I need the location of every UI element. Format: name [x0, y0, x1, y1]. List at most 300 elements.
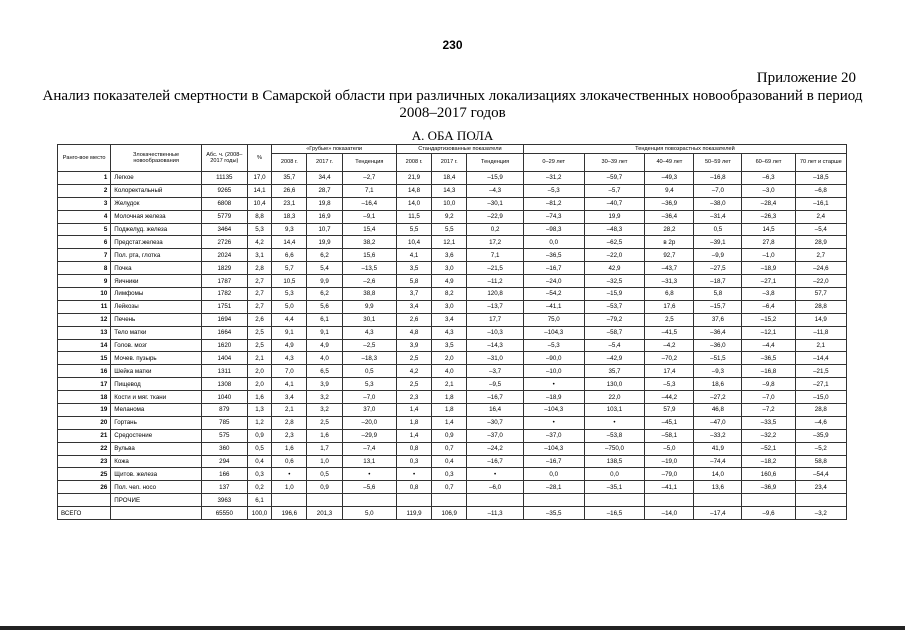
- rank-cell: 25: [58, 468, 111, 481]
- tumor-name: Лейкозы: [111, 300, 202, 313]
- std-trend: –22,9: [467, 210, 524, 223]
- crude-2008: 1,0: [272, 481, 307, 494]
- std-trend: –4,3: [467, 184, 524, 197]
- crude-2017: 1,6: [307, 429, 342, 442]
- table-row: [58, 326, 847, 339]
- age-0-29: –37,0: [523, 429, 584, 442]
- age-30-39: –5,4: [584, 339, 645, 352]
- rank-cell: 19: [58, 404, 111, 417]
- rank-cell: 9: [58, 275, 111, 288]
- percent: 14,1: [247, 184, 272, 197]
- std-2017: 0,7: [432, 481, 467, 494]
- std-2008: 1,4: [396, 429, 431, 442]
- age-70: –6,8: [795, 184, 846, 197]
- std-2008: 11,5: [396, 210, 431, 223]
- rank-cell: 20: [58, 416, 111, 429]
- age-70: 14,9: [795, 313, 846, 326]
- std-2017: 9,2: [432, 210, 467, 223]
- percent: 5,3: [247, 223, 272, 236]
- table-row: [58, 339, 847, 352]
- age-0-29: –81,2: [523, 197, 584, 210]
- crude-2017: 5,6: [307, 300, 342, 313]
- age-70: –27,1: [795, 378, 846, 391]
- tumor-name: Желудок: [111, 197, 202, 210]
- age-0-29: –74,3: [523, 210, 584, 223]
- std-2008: 2,5: [396, 378, 431, 391]
- tumor-name: Мочев. пузырь: [111, 352, 202, 365]
- std-2008: 21,9: [396, 172, 431, 185]
- std-2017: 2,0: [432, 352, 467, 365]
- age-30-39: 22,0: [584, 391, 645, 404]
- age-40-49: –5,3: [645, 378, 694, 391]
- age-70: –21,5: [795, 365, 846, 378]
- std-trend: –30,1: [467, 197, 524, 210]
- total-age-50-59: –17,4: [694, 507, 742, 520]
- crude-trend: 38,2: [342, 236, 396, 249]
- age-40-49: –5,0: [645, 442, 694, 455]
- age-30-39: 35,7: [584, 365, 645, 378]
- crude-2008: 26,6: [272, 184, 307, 197]
- total-std-2017: 106,9: [432, 507, 467, 520]
- std-trend: –16,7: [467, 391, 524, 404]
- abs-count: 1040: [201, 391, 247, 404]
- age-0-29: –28,1: [523, 481, 584, 494]
- total-empty-cell: [111, 507, 202, 520]
- table-row: [58, 442, 847, 455]
- age-60-69: –6,3: [742, 172, 795, 185]
- abs-count: 3464: [201, 223, 247, 236]
- age-70: 57,7: [795, 288, 846, 301]
- header-age-50-59: 50–59 лет: [694, 154, 742, 172]
- table-row: [58, 223, 847, 236]
- age-0-29: –16,7: [523, 262, 584, 275]
- header-age-40-49: 40–49 лет: [645, 154, 694, 172]
- rank-cell: 26: [58, 481, 111, 494]
- age-30-39: 138,5: [584, 455, 645, 468]
- abs-count: 1751: [201, 300, 247, 313]
- tumor-name: Пищевод: [111, 378, 202, 391]
- std-trend: –9,5: [467, 378, 524, 391]
- std-2008: 3,7: [396, 288, 431, 301]
- crude-2017: 3,9: [307, 378, 342, 391]
- abs-count: 1787: [201, 275, 247, 288]
- age-70: –5,2: [795, 442, 846, 455]
- crude-trend: 4,3: [342, 326, 396, 339]
- crude-2008: 4,3: [272, 352, 307, 365]
- crude-2008: 23,1: [272, 197, 307, 210]
- rank-cell: 15: [58, 352, 111, 365]
- age-0-29: •: [523, 378, 584, 391]
- total-row: [58, 507, 847, 520]
- age-30-39: –53,7: [584, 300, 645, 313]
- crude-trend: 7,1: [342, 184, 396, 197]
- age-0-29: –36,5: [523, 249, 584, 262]
- table-row: [58, 365, 847, 378]
- tumor-name: Тело матки: [111, 326, 202, 339]
- tumor-name: Вульва: [111, 442, 202, 455]
- crude-trend: 0,5: [342, 365, 396, 378]
- rank-cell: 16: [58, 365, 111, 378]
- age-0-29: –16,7: [523, 455, 584, 468]
- age-30-39: –42,9: [584, 352, 645, 365]
- std-trend: 120,8: [467, 288, 524, 301]
- abs-count: 2024: [201, 249, 247, 262]
- age-50-59: –27,2: [694, 391, 742, 404]
- crude-trend: –2,5: [342, 339, 396, 352]
- age-30-39: 19,9: [584, 210, 645, 223]
- abs-count: 1404: [201, 352, 247, 365]
- age-40-49: –4,2: [645, 339, 694, 352]
- age-0-29: –54,2: [523, 288, 584, 301]
- age-50-59: –31,4: [694, 210, 742, 223]
- crude-2008: 4,4: [272, 313, 307, 326]
- age-60-69: –4,4: [742, 339, 795, 352]
- crude-2017: 10,7: [307, 223, 342, 236]
- crude-trend: –20,0: [342, 416, 396, 429]
- percent: 10,4: [247, 197, 272, 210]
- table-row: [58, 468, 847, 481]
- table-row: [58, 313, 847, 326]
- age-0-29: –104,3: [523, 442, 584, 455]
- percent: 1,2: [247, 416, 272, 429]
- total-age-60-69: –9,6: [742, 507, 795, 520]
- rank-cell: 12: [58, 313, 111, 326]
- percent: 2,7: [247, 300, 272, 313]
- age-70: –15,0: [795, 391, 846, 404]
- age-70: 2,1: [795, 339, 846, 352]
- table-row: [58, 288, 847, 301]
- age-60-69: –18,9: [742, 262, 795, 275]
- tumor-name: Пол. рта, глотка: [111, 249, 202, 262]
- crude-trend: 37,0: [342, 404, 396, 417]
- std-2017: 1,4: [432, 416, 467, 429]
- table-row: [58, 275, 847, 288]
- crude-trend: •: [342, 468, 396, 481]
- crude-2017: 3,2: [307, 404, 342, 417]
- rank-cell: 22: [58, 442, 111, 455]
- crude-2017: 16,9: [307, 210, 342, 223]
- age-40-49: 6,8: [645, 288, 694, 301]
- age-0-29: –104,3: [523, 326, 584, 339]
- age-40-49: –49,3: [645, 172, 694, 185]
- std-trend: –21,5: [467, 262, 524, 275]
- total-age-0-29: –35,5: [523, 507, 584, 520]
- std-2008: 0,8: [396, 442, 431, 455]
- age-60-69: –12,1: [742, 326, 795, 339]
- header-std-trend: Тенденция: [467, 154, 524, 172]
- crude-2008: 2,3: [272, 429, 307, 442]
- tumor-name: Гортань: [111, 416, 202, 429]
- document-title: Анализ показателей смертности в Самарской области при различных локализациях злокачественных новообразований в период 2008–2017 годов: [42, 88, 863, 121]
- age-40-49: –36,4: [645, 210, 694, 223]
- tumor-name: Пол. чел. носо: [111, 481, 202, 494]
- age-0-29: –10,0: [523, 365, 584, 378]
- rank-cell: 18: [58, 391, 111, 404]
- age-60-69: 14,5: [742, 223, 795, 236]
- abs-count: 137: [201, 481, 247, 494]
- age-50-59: –51,5: [694, 352, 742, 365]
- age-50-59: –9,9: [694, 249, 742, 262]
- table-row: [58, 404, 847, 417]
- crude-trend: 5,3: [342, 378, 396, 391]
- age-30-39: –79,2: [584, 313, 645, 326]
- abs-count: 166: [201, 468, 247, 481]
- total-age-70: –3,2: [795, 507, 846, 520]
- rank-cell: 21: [58, 429, 111, 442]
- age-0-29: –104,3: [523, 404, 584, 417]
- age-30-39: [584, 494, 645, 507]
- age-70: –24,6: [795, 262, 846, 275]
- age-40-49: в 2р: [645, 236, 694, 249]
- table-row: [58, 352, 847, 365]
- percent: 4,2: [247, 236, 272, 249]
- crude-2008: 35,7: [272, 172, 307, 185]
- abs-count: 2726: [201, 236, 247, 249]
- tumor-name: Печень: [111, 313, 202, 326]
- crude-2008: 5,3: [272, 288, 307, 301]
- crude-trend: –7,0: [342, 391, 396, 404]
- crude-2017: 6,5: [307, 365, 342, 378]
- age-60-69: –28,4: [742, 197, 795, 210]
- std-2017: 3,4: [432, 313, 467, 326]
- age-60-69: –3,8: [742, 288, 795, 301]
- percent: 2,7: [247, 275, 272, 288]
- table-row: [58, 249, 847, 262]
- std-2017: 12,1: [432, 236, 467, 249]
- age-40-49: –31,3: [645, 275, 694, 288]
- percent: 2,5: [247, 339, 272, 352]
- age-0-29: –90,0: [523, 352, 584, 365]
- crude-trend: 30,1: [342, 313, 396, 326]
- header-age-70: 70 лет и старше: [795, 154, 846, 172]
- age-30-39: –5,7: [584, 184, 645, 197]
- abs-count: 1308: [201, 378, 247, 391]
- table-row: [58, 236, 847, 249]
- std-2008: 4,8: [396, 326, 431, 339]
- percent: 0,3: [247, 468, 272, 481]
- age-40-49: –44,2: [645, 391, 694, 404]
- crude-2008: 5,7: [272, 262, 307, 275]
- table-row: [58, 481, 847, 494]
- table-row: [58, 210, 847, 223]
- table-subtitle: А. ОБА ПОЛА: [411, 128, 494, 143]
- age-30-39: –53,8: [584, 429, 645, 442]
- std-trend: 17,2: [467, 236, 524, 249]
- crude-2008: 0,6: [272, 455, 307, 468]
- header-crude-2017: 2017 г.: [307, 154, 342, 172]
- table-row: [58, 391, 847, 404]
- table-row: [58, 262, 847, 275]
- crude-2008: 9,1: [272, 326, 307, 339]
- page-number: 230: [442, 38, 463, 52]
- age-50-59: –7,0: [694, 184, 742, 197]
- percent: 2,0: [247, 365, 272, 378]
- std-trend: –6,0: [467, 481, 524, 494]
- crude-2008: 10,5: [272, 275, 307, 288]
- age-60-69: –32,2: [742, 429, 795, 442]
- crude-trend: 15,4: [342, 223, 396, 236]
- percent: 17,0: [247, 172, 272, 185]
- std-2017: 3,0: [432, 300, 467, 313]
- std-2017: 8,2: [432, 288, 467, 301]
- rank-cell: 14: [58, 339, 111, 352]
- age-50-59: –74,4: [694, 455, 742, 468]
- std-2017: 1,8: [432, 404, 467, 417]
- header-std-2008: 2008 г.: [396, 154, 431, 172]
- crude-trend: –16,4: [342, 197, 396, 210]
- age-70: [795, 494, 846, 507]
- header-age-group: Тенденция повозрастных показателей: [523, 145, 846, 154]
- total-std-trend: –11,3: [467, 507, 524, 520]
- age-30-39: –62,5: [584, 236, 645, 249]
- total-crude-2008: 196,6: [272, 507, 307, 520]
- rank-cell: 7: [58, 249, 111, 262]
- age-0-29: –18,9: [523, 391, 584, 404]
- age-30-39: –48,3: [584, 223, 645, 236]
- percent: 2,0: [247, 378, 272, 391]
- std-2017: 3,6: [432, 249, 467, 262]
- std-trend: –31,0: [467, 352, 524, 365]
- age-70: –35,9: [795, 429, 846, 442]
- age-70: –4,6: [795, 416, 846, 429]
- abs-count: 9265: [201, 184, 247, 197]
- crude-2017: 4,9: [307, 339, 342, 352]
- crude-2008: 9,3: [272, 223, 307, 236]
- std-trend: –13,7: [467, 300, 524, 313]
- tumor-name: Шейка матки: [111, 365, 202, 378]
- age-70: –5,4: [795, 223, 846, 236]
- percent: 8,8: [247, 210, 272, 223]
- abs-count: 1829: [201, 262, 247, 275]
- tumor-name: Лимфомы: [111, 288, 202, 301]
- age-0-29: –5,3: [523, 339, 584, 352]
- std-trend: –37,0: [467, 429, 524, 442]
- percent: 6,1: [247, 494, 272, 507]
- crude-2017: 6,1: [307, 313, 342, 326]
- tumor-name: Кожа: [111, 455, 202, 468]
- age-60-69: [742, 494, 795, 507]
- header-age-60-69: 60–69 лет: [742, 154, 795, 172]
- age-60-69: –1,0: [742, 249, 795, 262]
- total-abs: 65550: [201, 507, 247, 520]
- std-2017: 1,8: [432, 391, 467, 404]
- age-60-69: –3,0: [742, 184, 795, 197]
- crude-2008: •: [272, 468, 307, 481]
- table-row: [58, 378, 847, 391]
- age-40-49: 17,4: [645, 365, 694, 378]
- age-30-39: –32,5: [584, 275, 645, 288]
- age-50-59: 18,6: [694, 378, 742, 391]
- age-30-39: –15,9: [584, 288, 645, 301]
- percent: 0,5: [247, 442, 272, 455]
- appendix-label: Приложение 20: [756, 70, 856, 86]
- std-trend: –11,2: [467, 275, 524, 288]
- crude-2008: 1,6: [272, 442, 307, 455]
- crude-2017: 5,4: [307, 262, 342, 275]
- crude-2008: 14,4: [272, 236, 307, 249]
- crude-trend: 38,8: [342, 288, 396, 301]
- std-2008: 3,4: [396, 300, 431, 313]
- std-trend: –14,3: [467, 339, 524, 352]
- tumor-name: Яичники: [111, 275, 202, 288]
- crude-2017: 19,9: [307, 236, 342, 249]
- table-row: [58, 184, 847, 197]
- age-50-59: –47,0: [694, 416, 742, 429]
- std-trend: 16,4: [467, 404, 524, 417]
- age-60-69: –6,4: [742, 300, 795, 313]
- crude-2008: 5,0: [272, 300, 307, 313]
- total-age-30-39: –16,5: [584, 507, 645, 520]
- abs-count: 6808: [201, 197, 247, 210]
- age-70: –16,1: [795, 197, 846, 210]
- std-trend: –16,7: [467, 455, 524, 468]
- crude-trend: –2,6: [342, 275, 396, 288]
- age-60-69: –15,2: [742, 313, 795, 326]
- age-50-59: –33,2: [694, 429, 742, 442]
- std-trend: 7,1: [467, 249, 524, 262]
- crude-trend: –29,9: [342, 429, 396, 442]
- std-2008: 4,2: [396, 365, 431, 378]
- age-0-29: –5,3: [523, 184, 584, 197]
- rank-cell: 10: [58, 288, 111, 301]
- crude-trend: –2,7: [342, 172, 396, 185]
- std-trend: –15,9: [467, 172, 524, 185]
- percent: 1,6: [247, 391, 272, 404]
- age-70: 23,4: [795, 481, 846, 494]
- abs-count: 1620: [201, 339, 247, 352]
- std-2017: 18,4: [432, 172, 467, 185]
- std-2017: 0,4: [432, 455, 467, 468]
- age-0-29: –31,2: [523, 172, 584, 185]
- age-30-39: 130,0: [584, 378, 645, 391]
- std-2017: 4,9: [432, 275, 467, 288]
- abs-count: 1311: [201, 365, 247, 378]
- std-2008: •: [396, 468, 431, 481]
- age-30-39: 0,0: [584, 468, 645, 481]
- std-2017: 2,1: [432, 378, 467, 391]
- age-40-49: –41,5: [645, 326, 694, 339]
- std-2008: 3,9: [396, 339, 431, 352]
- percent: 0,4: [247, 455, 272, 468]
- table-body: [58, 172, 847, 507]
- header-crude-trend: Тенденция: [342, 154, 396, 172]
- header-crude-group: «Грубые» показатели: [272, 145, 397, 154]
- std-trend: 17,7: [467, 313, 524, 326]
- percent: 2,1: [247, 352, 272, 365]
- crude-2017: 2,5: [307, 416, 342, 429]
- std-2008: 5,8: [396, 275, 431, 288]
- percent: 2,8: [247, 262, 272, 275]
- std-2008: 5,5: [396, 223, 431, 236]
- std-2008: 14,0: [396, 197, 431, 210]
- age-60-69: –7,0: [742, 391, 795, 404]
- age-50-59: 41,9: [694, 442, 742, 455]
- std-2008: 10,4: [396, 236, 431, 249]
- age-50-59: –15,7: [694, 300, 742, 313]
- crude-2017: [307, 494, 342, 507]
- crude-2008: 4,9: [272, 339, 307, 352]
- rank-cell: 4: [58, 210, 111, 223]
- abs-count: 1664: [201, 326, 247, 339]
- age-0-29: 75,0: [523, 313, 584, 326]
- crude-2017: 28,7: [307, 184, 342, 197]
- table-row: [58, 494, 847, 507]
- table-row: [58, 455, 847, 468]
- age-40-49: –43,7: [645, 262, 694, 275]
- age-50-59: [694, 494, 742, 507]
- age-30-39: –750,0: [584, 442, 645, 455]
- age-30-39: 42,9: [584, 262, 645, 275]
